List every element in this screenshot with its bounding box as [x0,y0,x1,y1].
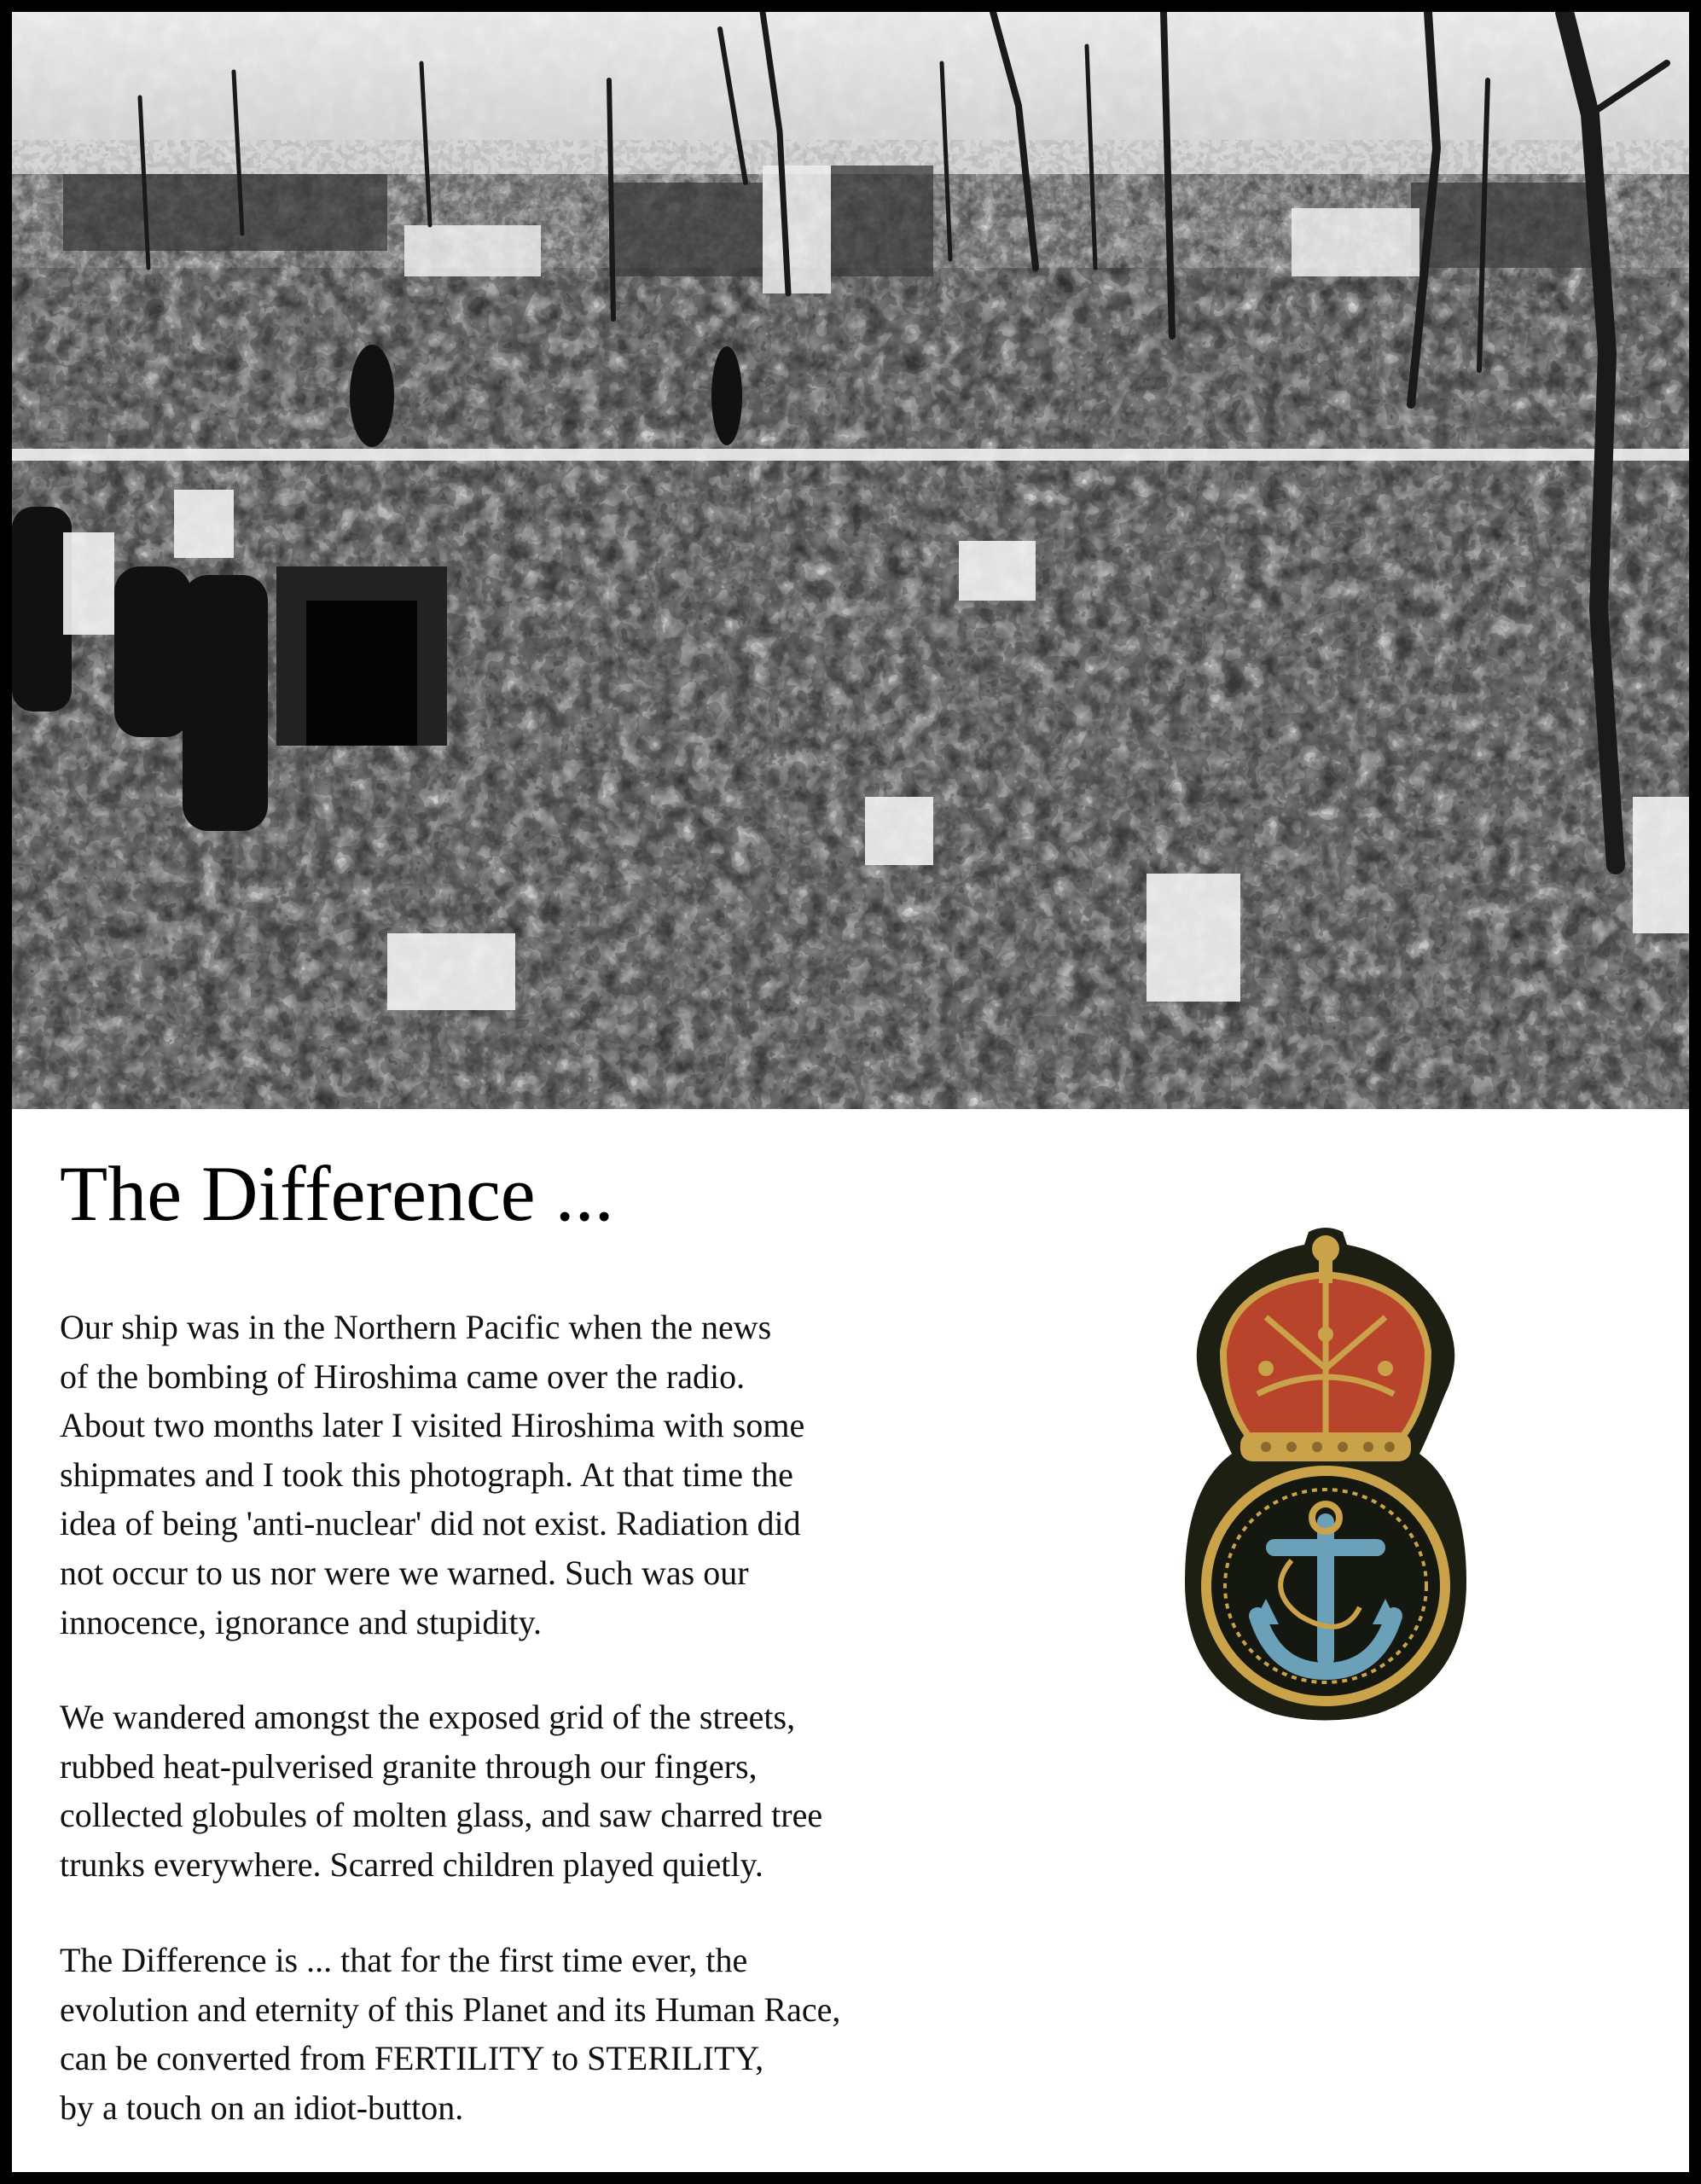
ruined-city-photograph [12,12,1689,1109]
photo-image [12,12,1689,1109]
paragraph-2: We wandered amongst the exposed grid of the streets, rubbed heat-pulverised granite through our fingers, collected globules of molten glass, and saw charred tree trunks everywhere. Scarred children played quietly. [60,1698,823,1884]
naval-crown-anchor-badge-icon [1172,1223,1479,1727]
paragraph-1: Our ship was in the Northern Pacific when the news of the bombing of Hiroshima came over the radio. About two months later I visited Hiroshima with some shipmates and I took this photograph. At that time the idea of being 'anti-nuclear' did not exist. Radiation did not occur to us nor were we warned. Such was our innocence, ignorance and stupidity. [60,1308,805,1641]
page-frame [12,12,1689,2172]
paragraph-3: The Difference is ... that for the first time ever, the evolution and eternity of this Planet and its Human Race, can be converted from FERTILITY to STERILITY, by a touch on an idiot-button. [60,1941,841,2127]
page-title: The Difference ... [60,1150,614,1237]
